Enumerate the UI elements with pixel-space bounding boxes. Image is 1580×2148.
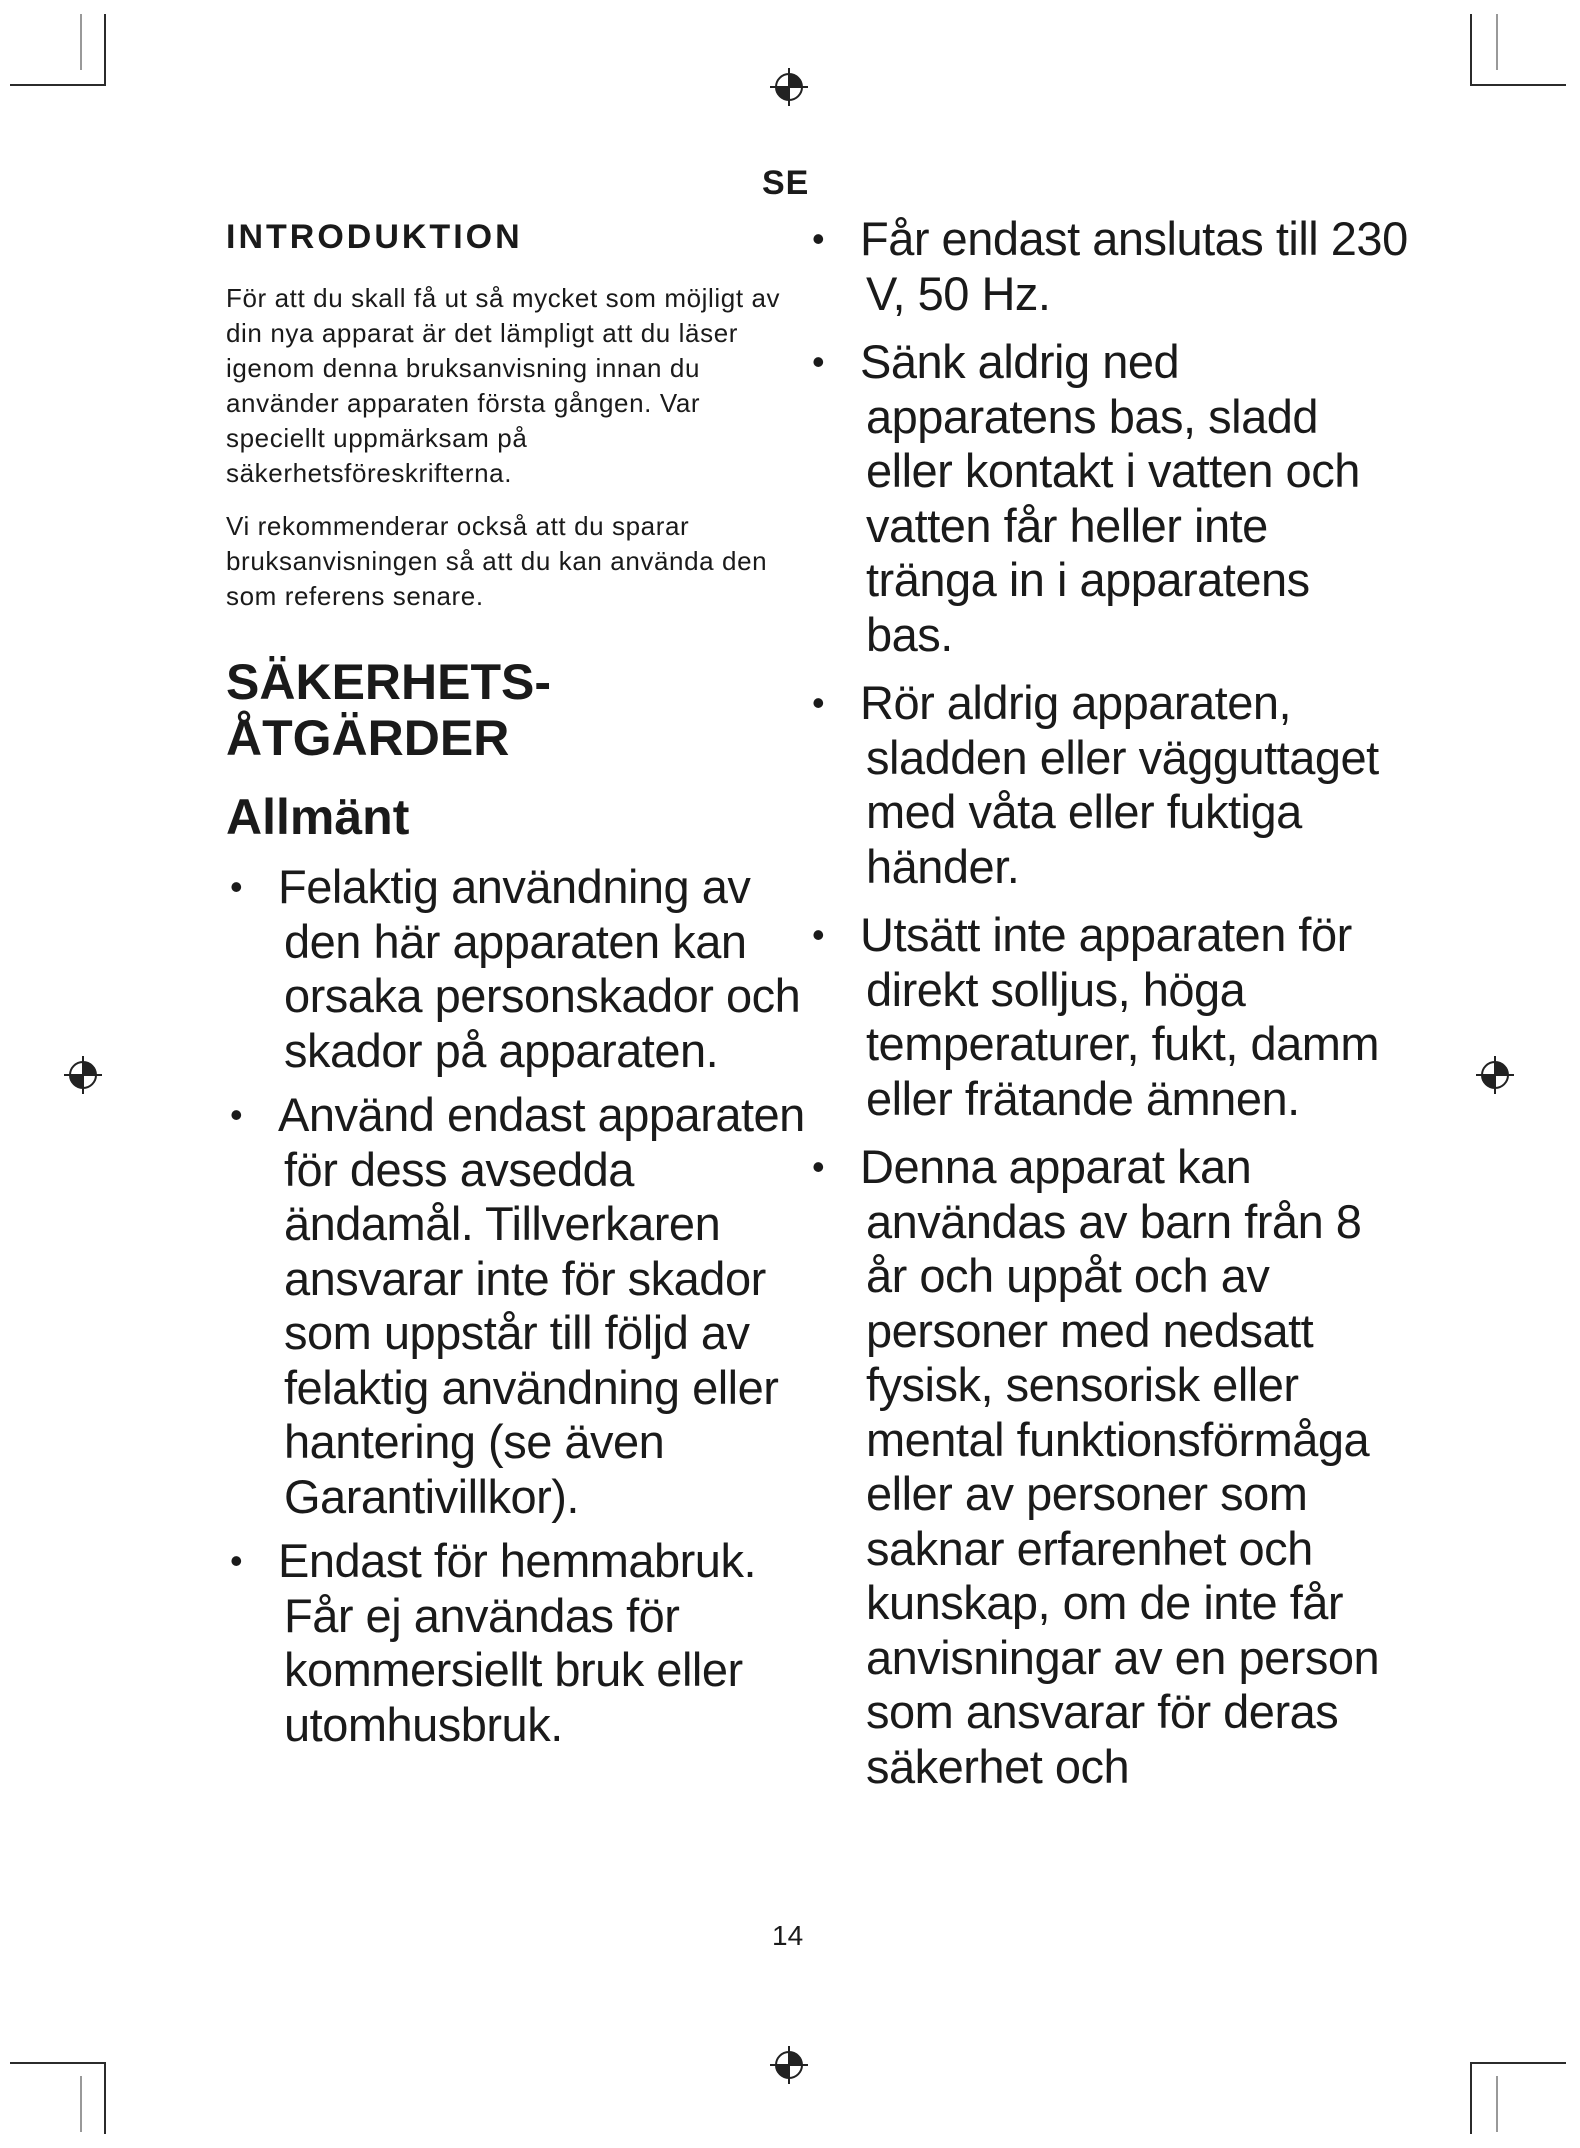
list-item-text: Denna apparat kan användas av barn från 8 år och uppåt och av personer med nedsatt fysisk, sensorisk eller mental funktionsförmåga eller av personer som saknar erfarenhet och kunskap, om de inte får anvisningar av en person som ansvarar för deras säkerhet och	[860, 1140, 1380, 1793]
right-column	[808, 212, 1408, 1808]
bullet-icon: •	[812, 914, 825, 955]
safety-heading	[226, 654, 816, 766]
registration-mark-icon	[770, 68, 808, 106]
list-item	[808, 1140, 1408, 1794]
bullet-icon: •	[812, 682, 825, 723]
list-item	[808, 676, 1408, 894]
registration-mark-icon	[770, 2046, 808, 2084]
list-item	[226, 1088, 816, 1524]
intro-heading: INTRODUKTION	[226, 218, 523, 256]
registration-mark-icon	[64, 1056, 102, 1094]
bullet-icon: •	[812, 341, 825, 382]
list-item	[808, 335, 1408, 662]
registration-mark-icon	[1476, 1056, 1514, 1094]
bullet-icon: •	[812, 1146, 825, 1187]
intro-paragraph: Vi rekommenderar också att du sparar bruksanvisningen så att du kan använda den som referens senare.	[226, 511, 768, 611]
bullet-icon: •	[230, 866, 243, 907]
list-item-text: Använd endast apparaten för dess avsedda ändamål. Tillverkaren ansvarar inte för skador som uppstår till följd av felaktig användning eller hantering (se även Garantivillkor).	[278, 1088, 805, 1523]
list-item	[808, 908, 1408, 1126]
safety-subheading: Allmänt	[226, 789, 410, 845]
list-item-text: Sänk aldrig ned apparatens bas, sladd eller kontakt i vatten och vatten får heller inte tränga in i apparatens bas.	[860, 335, 1360, 661]
list-item-text: Endast för hemmabruk. Får ej användas för kommersiellt bruk eller utomhusbruk.	[278, 1534, 756, 1751]
safety-list-right	[808, 212, 1408, 1794]
bullet-icon: •	[230, 1094, 243, 1135]
safety-heading-text: SÄKERHETS- ÅTGÄRDER	[226, 654, 552, 766]
language-code: SE	[762, 164, 810, 202]
left-column	[226, 218, 816, 1762]
page-number: 14	[772, 1920, 804, 1951]
list-item-text: Utsätt inte apparaten för direkt solljus, höga temperaturer, fukt, damm eller frätande ämnen.	[860, 908, 1380, 1125]
intro-paragraph: För att du skall få ut så mycket som möjligt av din nya apparat är det lämpligt att du läser igenom denna bruksanvisning innan du använder apparaten första gången. Var speciellt uppmärksam på säkerhetsföreskrifterna.	[226, 283, 781, 488]
list-item	[226, 1534, 816, 1752]
bullet-icon: •	[230, 1540, 243, 1581]
safety-list-left	[226, 860, 816, 1752]
list-item-text: Rör aldrig apparaten, sladden eller vägguttaget med våta eller fuktiga händer.	[860, 676, 1379, 893]
list-item-text: Får endast anslutas till 230 V, 50 Hz.	[860, 212, 1408, 320]
list-item	[808, 212, 1408, 321]
list-item	[226, 860, 816, 1078]
bullet-icon: •	[812, 218, 825, 259]
list-item-text: Felaktig användning av den här apparaten kan orsaka personskador och skador på apparaten.	[278, 860, 801, 1077]
